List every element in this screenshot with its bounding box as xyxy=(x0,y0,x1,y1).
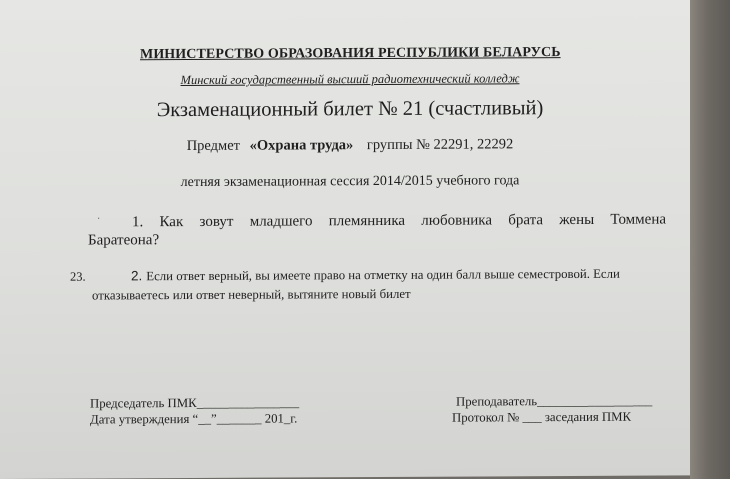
margin-number: 23. xyxy=(70,269,86,284)
question-1-number: 1. xyxy=(132,214,144,231)
question-2-line-2: отказываетесь или ответ неверный, вытяните новый билет xyxy=(92,286,411,303)
ministry-heading: МИНИСТЕРСТВО ОБРАЗОВАНИЯ РЕСПУБЛИКИ БЕЛАРУСЬ xyxy=(140,45,561,63)
subject-name: «Охрана труда» xyxy=(249,137,354,154)
ticket-title: Экзаменационный билет № 21 (счастливый) xyxy=(156,97,544,122)
teacher-signature: Преподаватель__________________ xyxy=(456,393,653,409)
question-2-number: 2. xyxy=(131,268,143,284)
approval-date: Дата утверждения “__”_______ 201_г. xyxy=(90,411,298,427)
background-surface xyxy=(690,0,730,479)
question-2 xyxy=(131,266,620,285)
subject-prefix: Предмет xyxy=(186,137,240,155)
subject-line xyxy=(140,136,560,155)
question-1 xyxy=(88,211,666,252)
exam-session: летняя экзаменационная сессия 2014/2015 учебного года xyxy=(180,173,520,191)
chairman-signature: Председатель ПМК________________ xyxy=(90,395,300,411)
question-1-line-1 xyxy=(88,211,666,252)
question-2-text: Если ответ верный, вы имеете право на отметку на один балл выше семестровой. Если xyxy=(146,266,620,284)
ink-dot: · xyxy=(97,213,101,225)
question-1-line-2: Баратеона? xyxy=(88,232,160,249)
group-numbers: группы № 22291, 22292 xyxy=(366,136,514,154)
college-name: Минский государственный высший радиотехнический колледж xyxy=(180,71,520,88)
protocol-number: Протокол № ___ заседания ПМК xyxy=(452,409,632,425)
question-1-text: Как зовут младшего племянника любовника брата жены Томмена xyxy=(159,211,667,231)
